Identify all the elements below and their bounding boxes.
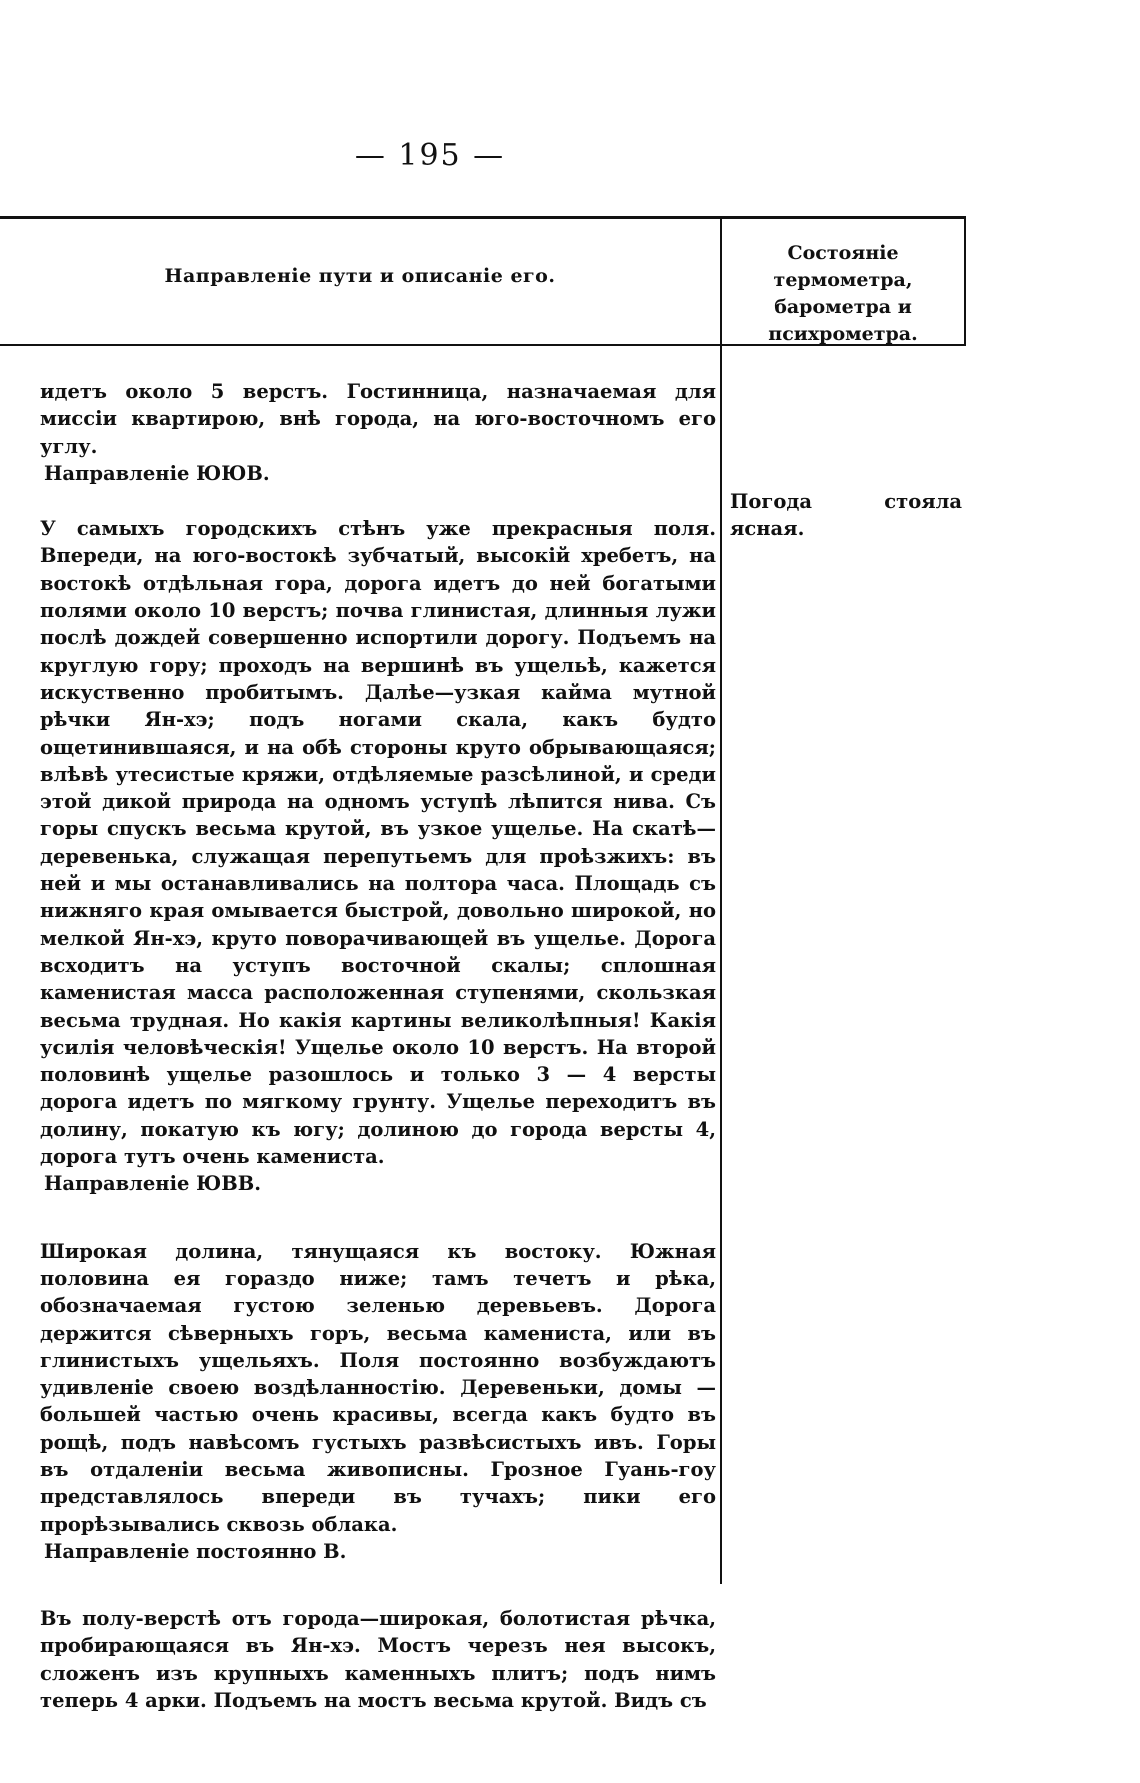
paragraph-2: У самыхъ городскихъ стѣнъ уже прекрасныя поля. Впереди, на юго-востокѣ зубчатый, высокій хребетъ, на востокѣ отдѣльная гора, дорога идетъ до ней богатыми полями около 10 верстъ; почва глинистая, длинныя лужи послѣ дождей совершенно испортили дорогу. Подъемъ на круглую гору; проходъ на вершинѣ въ ущельѣ, кажется искуственно пробитымъ. Далѣе—узкая кайма мутной рѣчки Ян-хэ; подъ ногами скала, какъ будто ощетинившаяся, и на обѣ стороны круто обрывающаяся; влѣвѣ утесистые кряжи, отдѣляемые разсѣлиной, и среди этой дикой природа на одномъ уступѣ лѣпится нива. Съ горы спускъ весьма крутой, въ узкое ущелье. На скатѣ—деревенька, служащая перепутьемъ для проѣзжихъ: въ ней и мы останавливались на полтора часа. Площадь съ нижняго края омывается быстрой, довольно широкой, но мелкой Ян-хэ, круто поворачивающей въ ущелье. Дорога всходитъ на уступъ восточной скалы; сплошная каменистая масса расположенная ступенями, скользкая весьма трудная. Но какія картины великолѣпныя! Какія усилія человѣческія! Ущелье около 10 верстъ. На второй половинѣ ущелье разошлось и только 3 — 4 версты дорога идетъ по мягкому грунту. Ущелье переходитъ въ долину, покатую къ югу; долиною до города версты 4, дорога тутъ очень камениста. [40, 517, 716, 1169]
paragraph-4: Въ полу-верстѣ отъ города—широкая, болотистая рѣчка, пробирающаяся въ Ян-хэ. Мостъ черезъ нея высокъ, сложенъ изъ крупныхъ каменныхъ плитъ; подъ нимъ теперь 4 арки. Подъемъ на мостъ весьма крутой. Видъ съ [40, 1607, 716, 1713]
main-column-header: Направленіе пути и описаніе его. [164, 265, 556, 287]
route-description-column [40, 378, 716, 1714]
column-divider [720, 216, 722, 1584]
weather-note: Погода стояла ясная. [730, 490, 962, 541]
paragraph-1: идетъ около 5 верстъ. Гостинница, назначаемая для миссіи квартирою, внѣ города, на юго-восточномъ его углу. [40, 380, 716, 458]
paragraph-3: Широкая долина, тянущаяся къ востоку. Южная половина ея гораздо ниже; тамъ течетъ и рѣка, обозначаемая густою зеленью деревьевъ. Дорога держится сѣверныхъ горъ, весьма камениста, или въ глинистыхъ ущельяхъ. Поля постоянно возбуждаютъ удивленіе своею воздѣланностію. Деревеньки, домы — большей частью очень красивы, всегда какъ будто въ рощѣ, подъ навѣсомъ густыхъ развѣсистыхъ ивъ. Горы въ отдаленіи весьма живописны. Грозное Гуань-гоу представлялось впереди въ тучахъ; пики его прорѣзывались сквозь облака. [40, 1239, 716, 1536]
table-top-rule [0, 216, 966, 219]
direction-1: Направленіе ЮЮВ. [44, 461, 270, 485]
direction-3: Направленіе постоянно В. [44, 1539, 347, 1563]
side-column-header: Состояніе термометра, барометра и психрометра. [768, 242, 918, 345]
page-number: — 195 — [354, 138, 506, 173]
table-right-edge [964, 216, 966, 346]
weather-column [730, 488, 962, 543]
direction-2: Направленіе ЮВВ. [44, 1172, 262, 1196]
